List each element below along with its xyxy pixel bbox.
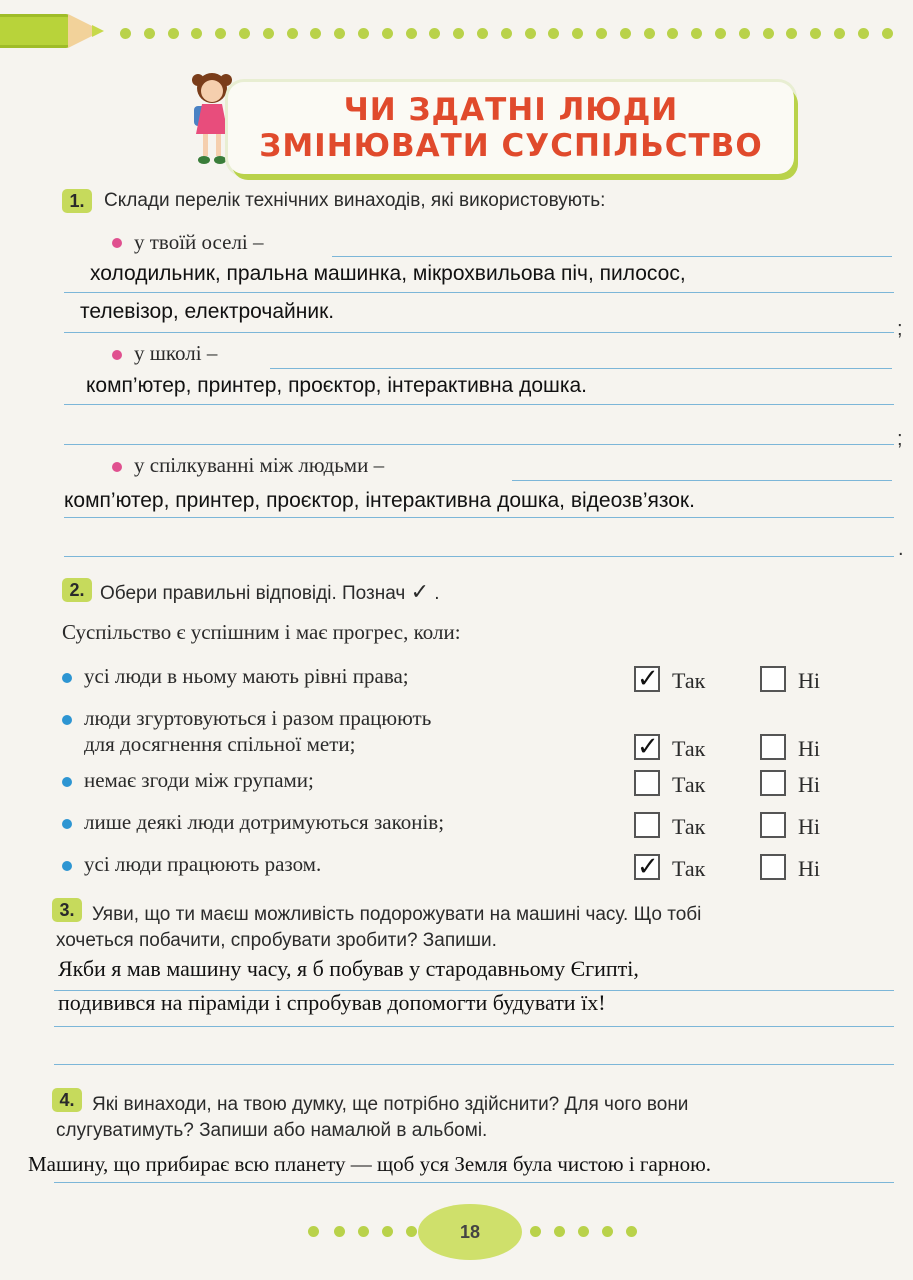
bullet-dot-icon bbox=[62, 673, 72, 683]
answer-line bbox=[64, 332, 894, 333]
top-dots-decoration bbox=[120, 26, 910, 40]
yes-checkbox[interactable] bbox=[634, 812, 660, 838]
page-title-line2: ЗМІНЮВАТИ СУСПІЛЬСТВО bbox=[259, 128, 763, 164]
answer-line bbox=[64, 556, 894, 557]
decor-dot bbox=[358, 28, 369, 39]
yes-checkbox[interactable] bbox=[634, 666, 660, 692]
answer-line bbox=[54, 1026, 894, 1027]
answer-line bbox=[64, 444, 894, 445]
task1-item2-label: у школі – bbox=[134, 341, 218, 365]
yes-label: Так bbox=[672, 736, 706, 761]
bullet-dot-icon bbox=[62, 715, 72, 725]
answer-line bbox=[54, 1064, 894, 1065]
bullet-dot-icon bbox=[62, 777, 72, 787]
answer-line bbox=[54, 1182, 894, 1183]
no-checkbox[interactable] bbox=[760, 666, 786, 692]
checkmark-icon: ✓ bbox=[637, 664, 659, 694]
task1-item2-end: ; bbox=[897, 428, 903, 450]
yes-label: Так bbox=[672, 814, 706, 839]
statement-text: усі люди працюють разом. bbox=[84, 852, 322, 876]
decor-dot bbox=[530, 1226, 541, 1237]
decor-dot bbox=[263, 28, 274, 39]
no-checkbox[interactable] bbox=[760, 812, 786, 838]
statement-text: лише деякі люди дотримуються законів; bbox=[84, 810, 445, 834]
task-number-2: 2. bbox=[62, 578, 92, 602]
yes-checkbox[interactable] bbox=[634, 770, 660, 796]
decor-dot bbox=[554, 1226, 565, 1237]
answer-line bbox=[270, 368, 892, 369]
yes-label: Так bbox=[672, 772, 706, 797]
decor-dot bbox=[620, 28, 631, 39]
decor-dot bbox=[572, 28, 583, 39]
no-label: Ні bbox=[798, 772, 820, 797]
decor-dot bbox=[763, 28, 774, 39]
decor-dot bbox=[429, 28, 440, 39]
decor-dot bbox=[334, 28, 345, 39]
decor-dot bbox=[525, 28, 536, 39]
bullet-dot-icon bbox=[62, 819, 72, 829]
decor-dot bbox=[501, 28, 512, 39]
task1-item2-answer-line1[interactable]: комп’ютер, принтер, проєктор, інтерактивна дошка. bbox=[86, 374, 588, 397]
decor-dot bbox=[239, 28, 250, 39]
decor-dot bbox=[287, 28, 298, 39]
task3-prompt-line1: Уяви, що ти маєш можливість подорожувати на машині часу. Що тобі bbox=[92, 904, 702, 925]
decor-dot bbox=[406, 1226, 417, 1237]
decor-dot bbox=[548, 28, 559, 39]
decor-dot bbox=[453, 28, 464, 39]
answer-line bbox=[512, 480, 892, 481]
decor-dot bbox=[578, 1226, 589, 1237]
decor-dot bbox=[602, 1226, 613, 1237]
decor-dot bbox=[358, 1226, 369, 1237]
decor-dot bbox=[308, 1226, 319, 1237]
decor-dot bbox=[144, 28, 155, 39]
decor-dot bbox=[477, 28, 488, 39]
task4-prompt-line1: Які винаходи, на твою думку, ще потрібно здійснити? Для чого вони bbox=[92, 1094, 689, 1115]
answer-line bbox=[64, 517, 894, 518]
checkmark-icon: ✓ bbox=[637, 852, 659, 882]
decor-dot bbox=[739, 28, 750, 39]
task3-answer-line1[interactable]: Якби я мав машину часу, я б побував у стародавньому Єгипті, bbox=[58, 956, 639, 981]
decor-dot bbox=[310, 28, 321, 39]
statement-text: немає згоди між групами; bbox=[84, 768, 314, 792]
yes-checkbox[interactable] bbox=[634, 854, 660, 880]
answer-line bbox=[64, 404, 894, 405]
task3-answer-line2[interactable]: подивився на піраміди і спробував допомогти будувати їх! bbox=[58, 990, 606, 1015]
task1-item1-end: ; bbox=[897, 318, 903, 340]
decor-dot bbox=[215, 28, 226, 39]
decor-dot bbox=[406, 28, 417, 39]
decor-dot bbox=[334, 1226, 345, 1237]
task-number-1: 1. bbox=[62, 189, 92, 213]
decor-dot bbox=[667, 28, 678, 39]
statement-text-cont: для досягнення спільної мети; bbox=[84, 732, 356, 756]
no-label: Ні bbox=[798, 736, 820, 761]
bullet-dot-icon bbox=[112, 350, 122, 360]
task3-prompt-line2: хочеться побачити, спробувати зробити? Запиши. bbox=[56, 930, 497, 951]
answer-line bbox=[64, 292, 894, 293]
no-checkbox[interactable] bbox=[760, 770, 786, 796]
bullet-dot-icon bbox=[62, 861, 72, 871]
task1-item3-answer-line1[interactable]: комп’ютер, принтер, проєктор, інтерактивна дошка, відеозв’язок. bbox=[64, 489, 695, 512]
statement-text: люди згуртовуються і разом працюють bbox=[84, 706, 432, 730]
no-label: Ні bbox=[798, 668, 820, 693]
task2-prompt-text: Обери правильні відповіді. Познач bbox=[100, 583, 406, 604]
statement-text: усі люди в ньому мають рівні права; bbox=[84, 664, 409, 688]
decor-dot bbox=[191, 28, 202, 39]
decor-dot bbox=[858, 28, 869, 39]
decor-dot bbox=[644, 28, 655, 39]
decor-dot bbox=[691, 28, 702, 39]
task1-item1-answer-line2[interactable]: телевізор, електрочайник. bbox=[80, 300, 335, 323]
decor-dot bbox=[882, 28, 893, 39]
decor-dot bbox=[786, 28, 797, 39]
task1-prompt: Склади перелік технічних винаходів, які використовують: bbox=[104, 190, 606, 211]
checkmark-icon: ✓ bbox=[637, 732, 659, 762]
decor-dot bbox=[715, 28, 726, 39]
task1-item1-answer-line1[interactable]: холодильник, пральна машинка, мікрохвильова піч, пилосос, bbox=[90, 262, 686, 285]
page-title-line1: ЧИ ЗДАТНІ ЛЮДИ bbox=[343, 92, 679, 128]
task4-prompt-line2: слугуватимуть? Запиши або намалюй в альбомі. bbox=[56, 1120, 488, 1141]
bullet-dot-icon bbox=[112, 238, 122, 248]
decor-dot bbox=[810, 28, 821, 39]
decor-dot bbox=[382, 1226, 393, 1237]
no-label: Ні bbox=[798, 856, 820, 881]
task2-prompt-end: . bbox=[434, 583, 440, 604]
checkmark-icon: ✓ bbox=[410, 580, 429, 605]
answer-line bbox=[332, 256, 892, 257]
task-number-3: 3. bbox=[52, 898, 82, 922]
task1-item3-end: . bbox=[898, 538, 904, 560]
no-checkbox[interactable] bbox=[760, 734, 786, 760]
yes-label: Так bbox=[672, 668, 706, 693]
task2-prompt bbox=[100, 580, 440, 605]
decor-dot bbox=[382, 28, 393, 39]
task1-item3-label: у спілкуванні між людьми – bbox=[134, 453, 385, 477]
bullet-dot-icon bbox=[112, 462, 122, 472]
yes-label: Так bbox=[672, 856, 706, 881]
decor-dot bbox=[120, 28, 131, 39]
decor-dot bbox=[168, 28, 179, 39]
no-checkbox[interactable] bbox=[760, 854, 786, 880]
decor-dot bbox=[626, 1226, 637, 1237]
yes-checkbox[interactable] bbox=[634, 734, 660, 760]
decor-dot bbox=[596, 28, 607, 39]
no-label: Ні bbox=[798, 814, 820, 839]
task1-item1-label: у твоїй оселі – bbox=[134, 230, 264, 254]
task-number-4: 4. bbox=[52, 1088, 82, 1112]
decor-dot bbox=[834, 28, 845, 39]
page-number: 18 bbox=[418, 1204, 522, 1260]
task4-answer-line1[interactable]: Машину, що прибирає всю планету — щоб уся Земля була чистою і гарною. bbox=[28, 1152, 712, 1176]
title-box bbox=[228, 82, 794, 174]
task2-subprompt: Суспільство є успішним і має прогрес, коли: bbox=[62, 620, 461, 644]
